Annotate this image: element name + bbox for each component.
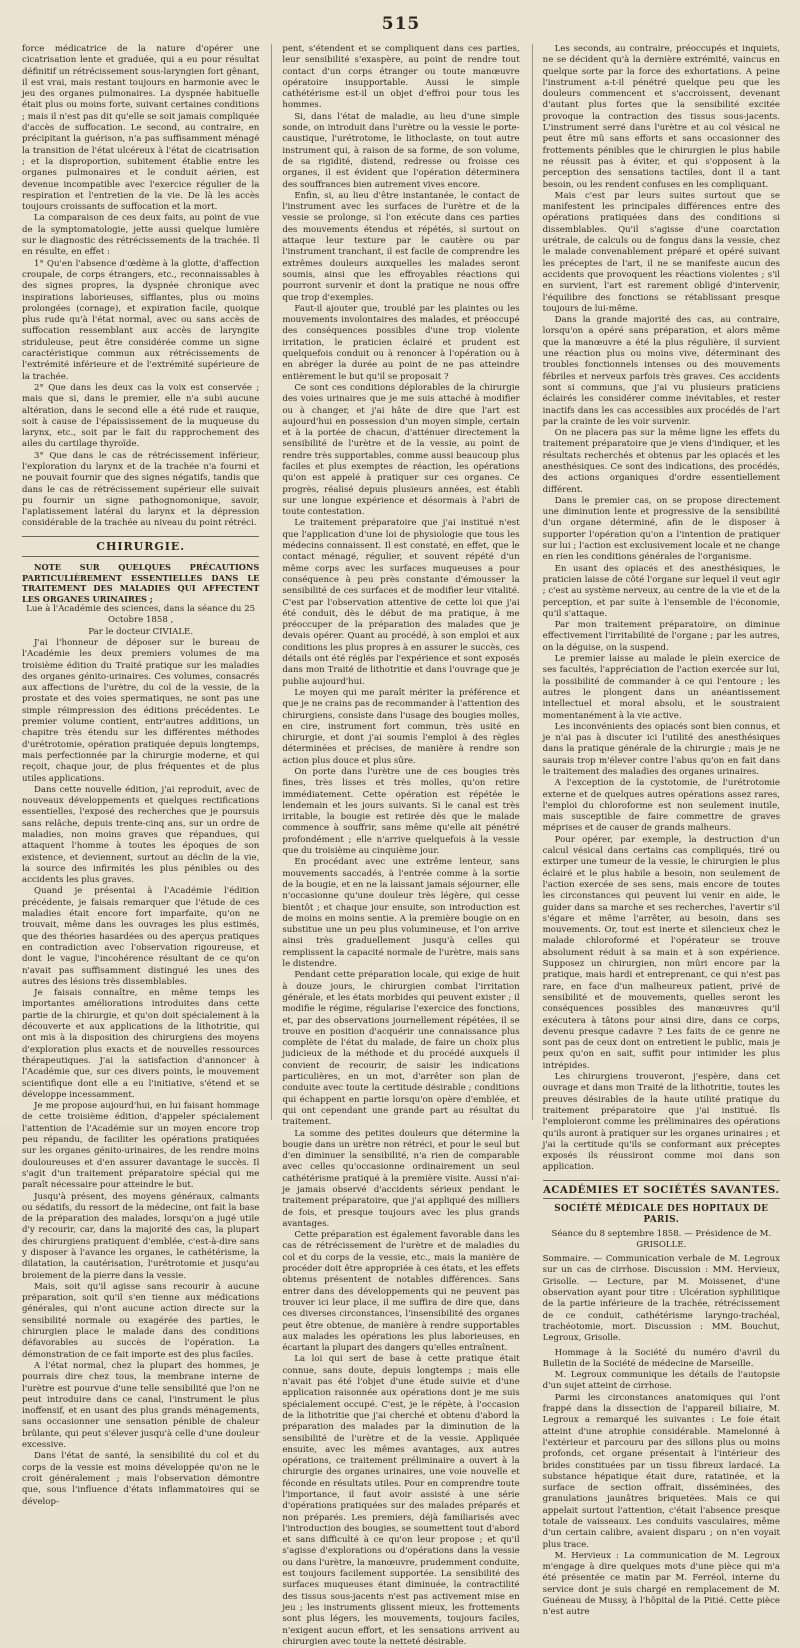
paragraph: Ce sont ces conditions déplorables de la chirurgie des voies urinaires que je me suis attaché à modifier ou à changer, et j'ai hâte de dire que l'art est aujourd'hui en possession d'un moyen simple, certain et à la portée de chacun, d'atténuer directement la sensibilité de l'urètre et de la vessie, au point de rendre très supportables, comme aussi beaucoup plus faciles et plus exemptes de réaction, les opérations qu'on est appelé à pratiquer sur ces organes. Ce progrès, réalisé depuis plusieurs années, est établi sur une longue expérience et désormais à l'abri de toute contestation. [282,382,520,518]
paragraph: J'ai l'honneur de déposer sur le bureau de l'Académie les deux premiers volumes de ma troisième édition du Traité pratique sur les maladies des organes génito-urinaires. Ces volumes, consacrés aux affections de l'urètre, du col de la vessie, de la prostate et des voies spermatiques, ne sont pas une simple réimpression des éditions précédentes. Le premier volume contient, entr'autres additions, un chapitre très étendu sur les différentes méthodes d'urétrotomie, opération pratiquée depuis longtemps, mais perfectionnée par la chirurgie moderne, et qui reçoit, chaque jour, de plus fréquentes et de plus utiles applications. [22,637,260,784]
paragraph: Les inconvénients des opiacés sont bien connus, et je n'ai pas à discuter ici l'utilité des anesthésiques dans la pratique générale de la chirurgie ; mais je ne saurais trop m'élever contre l'abus qu'on en fait dans le traitement des maladies des organes urinaires. [542,721,780,777]
divider [22,536,259,537]
paragraph: La comparaison de ces deux faits, au point de vue de la symptomatologie, jette aussi quelque lumière sur le diagnostic des rétrécissements de la trachée. Il en résulte, en effet : [22,213,260,258]
paragraph: A l'exception de la cystotomie, de l'urétrotomie externe et de quelques autres opérations assez rares, l'emploi du chloroforme est non seulement inutile, mais susceptible de faire commettre de graves méprises et de causer de grands malheurs. [542,778,780,834]
paragraph: pent, s'étendent et se compliquent dans ces parties, leur sensibilité s'exaspère, au point de rendre tout contact d'un corps étranger ou toute manœuvre opératoire insupportable. Aussi le simple cathétérisme est-il un objet d'effroi pour tous les hommes. [282,44,520,111]
paragraph: Parmi les circonstances anatomiques qui l'ont frappé dans la dissection de l'appareil biliaire, M. Legroux a remarqué les suivantes : Le foie était atteint d'une atrophie considérable. Mamelonné à l'extérieur et parcouru par des sillons plus ou moins profonds, cet organe présentait à l'intérieur des brides constituées par un tissu fibreux lardacé. La substance hépatique était dure, ratatinée, et la surface de section offrait, disséminées, des granulations jaunâtres briquetées. Mais ce qui appelait surtout l'attention, c'était l'absence presque totale de vaisseaux. Les conduits vasculaires, même d'un certain calibre, avaient disparu ; on n'en voyait plus trace. [542,1392,780,1550]
paragraph: Faut-il ajouter que, troublé par les plaintes ou les mouvements involontaires des malades, et préoccupé des conséquences possibles d'une trop violente irritation, le praticien éclairé et prudent est quelquefois conduit ou à renoncer à l'opération ou à en abréger la durée au point de ne pas atteindre entièrement le but qu'il se proposait ? [282,303,520,382]
paragraph: La loi qui sert de base à cette pratique était connue, sans doute, depuis longtemps ; mais elle n'avait pas été l'objet d'une étude suivie et d'une application raisonnée aux opérations dont je me suis spécialement occupé. C'est, je le répète, à l'occasion de la lithotritie que j'ai cherché et obtenu d'abord la préparation des malades par la diminution de la sensibilité de l'urètre et de la vessie. Appliquée ensuite, avec les mêmes avantages, aux autres opérations, ce traitement préliminaire a ouvert à la chirurgie des organes urinaires, une voie nouvelle et féconde en résultats utiles. Pour en comprendre toute l'importance, il faut avoir assisté à une série d'opérations pratiquées sur des malades préparés et non préparés. Les premiers, déjà familiarisés avec l'introduction des bougies, se soumettent tout d'abord et sans difficulté à ce qu'on leur propose ; et qu'il s'agisse d'explorations ou d'opérations dans la vessie ou dans l'urètre, la manœuvre, prudemment conduite, est toujours facilement supportée. La sensibilité des surfaces muqueuses étant diminuée, la contractilité des tissus sous-jacents n'est pas activement mise en jeu ; les instruments glissent mieux, les frottements sont plus légers, les mouvements, toujours faciles, n'exigent aucun effort, et les sensations arrivent au chirurgien avec toute la netteté désirable. [282,1354,520,1647]
section-title: CHIRURGIE. [96,539,186,553]
meeting-line: Séance du 8 septembre 1858. — Présidence de M. GRISOLLE. [551,1228,772,1250]
paragraph: A l'état normal, chez la plupart des hommes, je pourrais dire chez tous, la membrane interne de l'urètre est pourvue d'une telle sensibilité que l'on ne peut introduire dans ce canal, l'instrument le plus inoffensif, et en usant des plus grands ménagements, sans occasionner une sensation pénible de chaleur brûlante, qui peut s'élever jusqu'à celle d'une douleur excessive. [22,1360,260,1451]
paragraph: On porte dans l'urètre une de ces bougies très fines, très lisses et très molles, qu'on retire immédiatement. Cette opération est répétée le lendemain et les jours suivants. Si le canal est très irritable, la bougie est retirée dès que le malade commence à souffrir, sans même qu'elle ait pénétré profondément ; elle n'arrive quelquefois à la vessie que du troisième au cinquième jour. [282,767,520,857]
paragraph: Si, dans l'état de maladie, au lieu d'une simple sonde, on introduit dans l'urètre ou la vessie le porte-caustique, l'urétrotome, le lithoclaste, on tout autre instrument qui, à raison de sa forme, de son volume, de sa rigidité, distend, redresse ou froisse ces organes, il est évident que l'opération déterminera des souffrances bien autrement vives encore. [282,111,520,190]
society-title: SOCIÉTÉ MÉDICALE DES HOPITAUX DE PARIS. [554,1203,769,1226]
paragraph: Les chirurgiens trouveront, j'espère, dans cet ouvrage et dans mon Traité de la lithotritie, toutes les preuves désirables de la haute utilité pratique du traitement préparatoire que j'ai institué. Ils l'emploieront comme les préliminaires des opérations qu'ils auront à pratiquer sur les organes urinaires ; et j'ai la certitude qu'ils se conformant aux préceptes exposés ils réussiront comme moi dans son application. [542,1072,780,1173]
paragraph: M. Hervieux : La communication de M. Legroux m'engage à dire quelques mots d'une pièce qui m'a été présentée ce matin par M. Ferréol, interne du service dont je suis chargé en remplacement de M. Guéneau de Mussy, à l'hôpital de la Pitié. Cette pièce n'est autre [542,1550,780,1618]
paragraph: Par mon traitement préparatoire, on diminue effectivement l'irritabilité de l'organe ; par les autres, on la déguise, on la suspend. [542,620,780,653]
paragraph: 3° Que dans le cas de rétrécissement inférieur, l'exploration du larynx et de la trachée n'a fourni et ne pouvait fournir que des signes négatifs, tandis que dans le cas de rétrécissement supérieur elle suivait pu fournir un signe pathognomonique, savoir, l'aplatissement latéral du larynx et la dépression considérable de la trachée au niveau du point rétréci. [22,450,260,529]
section-title: ACADÉMIES ET SOCIÉTÉS SAVANTES. [543,1184,780,1196]
paragraph: Quand je présentai à l'Académie l'édition précédente, je faisais remarquer que l'étude de ces maladies était encore fort imparfaite, qu'on ne trouvait, même dans les ouvrages les plus estimés, que des théories hasardées ou des aperçus pratiques en contradiction avec l'observation rigoureuse, et dont le vague, l'incohérence résultant de ce qu'on n'avait pas suffisamment distingué les unes des autres des lésions très dissemblables. [22,886,260,987]
paragraph: La somme des petites douleurs que détermine la bougie dans un urètre non rétréci, et pour le seul but d'en diminuer la sensibilité, n'a rien de comparable avec celles qu'occasionne ordinairement un seul cathétérisme pratiqué à la première visite. Aussi n'ai-je jamais observé d'accidents sérieux pendant le traitement préparatoire, que j'ai appliqué des milliers de fois, et presque toujours avec les plus grands avantages. [282,1128,520,1229]
paragraph: Je faisais connaître, en même temps les importantes améliorations introduites dans cette partie de la chirurgie, et qu'on doit spécialement à la découverte et aux applications de la lithotritie, qui ont mis à la disposition des chirurgiens des moyens d'exploration plus exacts et de nouvelles ressources thérapeutiques. J'ai la satisfaction d'annoncer à l'Académie que, sur ces divers points, le mouvement scientifique dont elle a eu l'initiative, s'étend et se développe incessamment. [22,988,260,1100]
paragraph: Le premier laisse au malade le plein exercice de ses facultés, l'appréciation de l'action exercée sur lui, la possibilité de commander à ce qui l'entoure ; les autres le plongent dans un anéantissement intellectuel et moral absolu, et le soustraient momentanément à la vie active. [542,654,780,721]
paragraph: Dans le premier cas, on se propose directement une diminution lente et progressive de la sensibilité d'un organe déterminé, afin de le disposer à supporter l'opération qu'on a l'intention de pratiquer sur lui ; l'action est exclusivement locale et ne change en rien les conditions générales de l'organisme. [542,495,780,563]
summary: Sommaire. — Communication verbale de M. Legroux sur un cas de cirrhose. Discussion : MM. Hervieux, Grisolle. — Lecture, par M. Moissenet, d'une observation ayant pour titre : Ulcération syphilitique de la partie inférieure de la trachée, rétrécissement de ce conduit, cathétérisme laryngo-trachéal, trachéotomie, mort. Discussion : MM. Bouchut, Legroux, Grisolle. [542,1254,780,1344]
paragraph: Enfin, si, au lieu d'être instantanée, le contact de l'instrument avec les surfaces de l'urètre et de la vessie se prolonge, si l'on exécute dans ces parties des mouvements étendus et répétés, si surtout on attaque leur texture par le cautère ou par l'instrument tranchant, il est facile de comprendre les extrêmes douleurs auxquelles les malades seront soumis, ainsi que les effroyables réactions qui pourront survenir et dont la pratique ne nous offre que trop d'exemples. [282,190,520,303]
paragraph: Dans la grande majorité des cas, au contraire, lorsqu'on a opéré sans préparation, et alors même que la manœuvre a été la plus régulière, il survient une réaction plus ou moins vive, déterminant des troubles fonctionnels intenses ou des mouvements fébriles et nerveux parfois très graves. Ces accidents sont si communs, que j'ai vu plusieurs praticiens éclairés les considérer comme inévitables, et rester inactifs dans les cas accessibles aux procédés de l'art par la crainte de les voir survenir. [542,315,780,427]
paragraph: Jusqu'à présent, des moyens généraux, calmants ou sédatifs, du ressort de la médecine, ont fait la base de la préparation des malades, lorsqu'on a jugé utile d'y recourir, car, dans la majorité des cas, la plupart des chirurgiens pratiquent d'emblée, c'est-à-dire sans y disposer à l'avance les organes, le cathétérisme, la dilatation, la cautérisation, l'urétrotomie et jusqu'au broiement de la pierre dans la vessie. [22,1191,260,1281]
paragraph: Mais, soit qu'il agisse sans recourir à aucune préparation, soit qu'il s'en tienne aux médications générales, qui n'ont aucune action directe sur la sensibilité normale ou exagérée des parties, le chirurgien place le malade dans des conditions défavorables au succès de l'opération. La démonstration de ce fait importe est des plus faciles. [22,1281,260,1360]
divider [543,1198,780,1199]
paragraph: En procédant avec une extrême lenteur, sans mouvements saccadés, à l'entrée comme à la sortie de la bougie, et en ne la laissant jamais séjourner, elle n'occasionne qu'une douleur très légère, qui cesse bientôt ; et chaque jour ensuite, son introduction est de moins en moins sentie. A la première bougie on en substitue une un peu plus volumineuse, et l'on arrive ainsi très graduellement jusqu'à celles qui remplissent la capacité normale de l'urètre, mais sans le distendre. [282,857,520,970]
paragraph: Dans l'état de santé, la sensibilité du col et du corps de la vessie est moins développée qu'on ne le croit généralement ; mais l'observation démontre que, sous l'influence d'états inflammatoires qui se dévelop- [22,1451,260,1507]
paragraph: Cette préparation est également favorable dans les cas de rétrécissement de l'urètre et de maladies du col et du corps de la vessie, etc., mais la manière de procéder doit être appropriée à ces états, et les effets obtenus présentent de notables différences. Sans entrer dans des développements qui ne peuvent pas trouver ici leur place, il me suffira de dire que, dans ces diverses circonstances, l'insensibilité des organes peut être obtenue, de manière à rendre supportables aux malades les opérations les plus laborieuses, en écartant la plupart des dangers qu'elles entraînent. [282,1230,520,1354]
paragraph: Hommage à la Société du numéro d'avril du Bulletin de la Société de médecine de Marseille. [542,1347,780,1369]
paragraph: En usant des opiacés et des anesthésiques, le praticien laisse de côté l'organe sur lequel il veut agir ; c'est au système nerveux, au centre de la vie et de la perception, et par suite à l'ensemble de l'économie, qu'il s'attaque. [542,563,780,619]
column-2 [271,44,520,1647]
read-line: Lue à l'Académie des sciences, dans la séance du 25 Octobre 1858 , [26,604,256,626]
columns [22,44,780,1647]
byline: Par le docteur CIVIALE. [88,626,194,637]
page-number: 515 [381,14,421,34]
paragraph: Les seconds, au contraire, préoccupés et inquiets, ne se décident qu'à la dernière extrémité, vaincus en quelque sorte par la force des exhortations. A peine l'instrument a-t-il pénétré quelque peu que les douleurs commencent et s'accroissent, devenant d'autant plus fortes que la sensibilité excitée provoque la contraction des tissus sous-jacents. L'instrument serré dans l'urètre et au col vésical ne peut être mû sans efforts et sans occasionner des frottements pénibles que le chirurgien le plus habile ne réussit pas à éviter, et qui s'opposent à la perception des sensations tactiles, dont il a tant besoin, ou les rendent confuses en les compliquant. [542,44,780,190]
divider [22,556,259,557]
paragraph: On ne placera pas sur la même ligne les effets du traitement préparatoire que je viens d'indiquer, et les résultats recherchés et obtenus par les opiacés et les anesthésiques. Ce sont des indications, des procédés, des actions organiques d'ordre essentiellement différent. [542,428,780,495]
paragraph: Dans cette nouvelle édition, j'ai reproduit, avec de nouveaux développements et quelques rectifications essentielles, l'exposé des recherches que je poursuis sans relâche, depuis trente-cinq ans, sur un ordre de maladies, non moins graves que répandues, qui attaquent l'homme à toutes les époques de son existence, et deviennent, surtout au déclin de la vie, la source des infirmités les plus pénibles ou des accidents les plus graves. [22,784,260,886]
paragraph: 1° Qu'en l'absence d'œdème à la glotte, d'affection croupale, de corps étrangers, etc., reconnaissables à des signes propres, la dyspnée chronique avec inspirations laborieuses, sifflantes, plus ou moins prolongées (cornage), et expiration facile, quoique plus rude qu'à l'état normal, avec ou sans accès de suffocation ressemblant aux accès de laryngite striduleuse, peut être considérée comme un signe caractéristique commun aux rétrécissements de l'extrémité inférieure et de l'extrémité supérieure de la trachée. [22,258,260,382]
paragraph: Pendant cette préparation locale, qui exige de huit à douze jours, le chirurgien combat l'irritation générale, et les états morbides qui peuvent exister ; il modifie le régime, régularise l'exercice des fonctions, et, par des observations journellement répétées, il se trouve en position d'acquérir une connaissance plus complète de l'état du malade, de faire un choix plus judicieux de la méthode et du procédé auxquels il convient de recourir, de saisir les indications particulières, en un mot, d'arrêter son plan de conduite avec toute la certitude désirable ; conditions qui échappent en partie lorsqu'on opère d'emblée, et qui ont cependant une grande part au résultat du traitement. [282,970,520,1128]
column-1 [22,44,260,1507]
article-title: NOTE SUR QUELQUES PRÉCAUTIONS PARTICULIÈREMENT ESSENTIELLES DANS LE TRAITEMENT DES MALADIES QUI AFFECTENT LES ORGANES URINAIRES ; [22,562,260,604]
column-3 [532,44,780,1618]
divider [543,1180,780,1181]
paragraph: Pour opérer, par exemple, la destruction d'un calcul vésical dans certains cas compliqués, tiré ou extirper une tumeur de la vessie, le chirurgien le plus éclairé et le plus habile a besoin, non seulement de l'action exercée de ses sens, mais encore de toutes les circonstances qui peuvent lui venir en aide, le guider dans sa marche et ses recherches, l'avertir s'il s'égare et même l'arrêter, au besoin, dans ses mouvements. Or, tout est inerte et silencieux chez le malade chloroformé et l'opérateur se trouve absolument réduit à sa main et à son expérience. Supposez un chirurgien, non mûri encore par la pratique, mais hardi et entreprenant, ce qui n'est pas rare, en face d'un malheureux patient, privé de sensibilité et de mouvements, quelles seront les conséquences possibles des manœuvres qu'il exécutera à tâtons pour ainsi dire, dans ce corps, devenu presque cadavre ? Les faits de ce genre ne sont pas de ceux dont on entretient le public, mais je peux qu'on en sait, suffit pour intimider les plus intrépides. [542,834,780,1071]
paragraph: 2° Que dans les deux cas la voix est conservée ; mais que si, dans le premier, elle n'a subi aucune altération, dans le second elle a été rude et rauque, soit à cause de l'épaississement de la muqueuse du larynx, etc., soit par le fait du rapprochement des ailes du cartilage thyroïde. [22,382,260,450]
paragraph: M. Legroux communique les détails de l'autopsie d'un sujet atteint de cirrhose. [542,1370,780,1392]
paragraph: Le traitement préparatoire que j'ai institué n'est que l'application d'une loi de physiologie que tous les médecins connaissent. Il est constaté, en effet, que le contact ménagé, régulier, et souvent répété d'un même corps avec les surfaces muqueuses a pour conséquence à peu près constante d'émousser la sensibilité de ces surfaces et de modifier leur vitalité. C'est par l'observation attentive de cette loi que j'ai été conduit, dès le début de ma pratique, à me préoccuper de la préparation des malades que je devais opérer. Quant au procédé, à son emploi et aux conditions les plus propres à en assurer le succès, ces détails ont été réglés par l'expérience et sont exposés dans mon Traité de lithotritie et dans l'ouvrage que je publie aujourd'hui. [282,518,520,687]
paragraph: force médicatrice de la nature d'opérer une cicatrisation lente et graduée, qui a eu pour résultat définitif un rétrécissement sous-laryngien fort gênant, il est vrai, mais restant toujours en harmonie avec le jeu des organes pulmonaires. La dyspnée habituelle était plus ou moins forte, suivant certaines conditions ; mais il n'est pas dit qu'elle se soit jamais compliquée d'accès de suffocation. Le second, au contraire, en précipitant la guérison, n'a pas suffisamment ménagé la transition de l'état ulcéreux à l'état de cicatrisation ; et la disproportion, subitement établie entre les organes pulmonaires et le conduit aérien, est devenue incompatible avec l'exercice régulier de la respiration et l'entretien de la vie. De là les accès toujours croissants de suffocation et la mort. [22,44,260,213]
paragraph: Mais c'est par leurs suites surtout que se manifestent les principales différences entre des opérations pratiquées dans des conditions si dissemblables. Qu'il s'agisse d'une coarctation urétrale, de calculs ou de fongus dans la vessie, chez le malade convenablement préparé et opéré suivant les préceptes de l'art, il ne se manifeste aucun des accidents que provoquent les réactions violentes ; s'il en survient, l'art est rarement obligé d'intervenir, l'équilibre des fonctions se rétablissant presque toujours de lui-même. [542,190,780,314]
paragraph: Le moyen qui me paraît mériter la préférence et que je ne crains pas de recommander à l'attention des chirurgiens, consiste dans l'usage des bougies molles, en cire, instrument fort commun, très usité en chirurgie, et dont j'ai soumis l'emploi à des règles déterminées et précises, de manière à rendre son action plus douce et plus sûre. [282,687,520,766]
paragraph: Je me propose aujourd'hui, en lui faisant hommage de cette troisième édition, d'appeler spécialement l'attention de l'Académie sur un moyen encore trop peu répandu, de faciliter les opérations pratiquées sur les organes génito-urinaires, de les rendre moins douloureuses et d'en assurer davantage le succès. Il s'agit d'un traitement préparatoire spécial qui me paraît nécessaire pour atteindre le but. [22,1101,260,1191]
